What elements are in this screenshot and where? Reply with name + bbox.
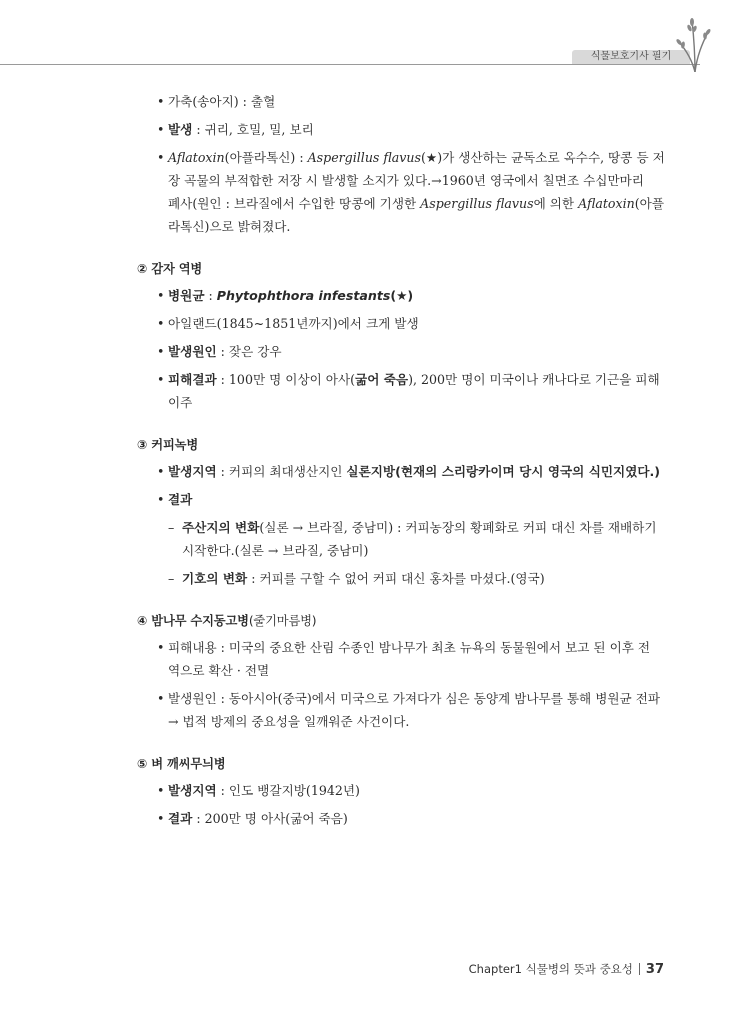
section-heading: ④ 밤나무 수지동고병(줄기마름병) — [137, 614, 317, 628]
sub-list-item: – 주산지의 변화(실론 → 브라질, 중남미) : 커피농장의 황폐화로 커피 대신 차를 재배하기 시작한다.(실론 → 브라질, 중남미) — [168, 520, 657, 558]
list-item: • 발생지역 : 인도 뱅갈지방(1942년) — [157, 783, 360, 798]
list-item: • 발생원인 : 동아시아(중국)에서 미국으로 가져다가 심은 동양계 밤나무를 통해 병원균 전파 → 법적 방제의 중요성을 일깨워준 사건이다. — [157, 691, 661, 729]
header-rule — [0, 64, 700, 65]
wheat-icon — [674, 14, 716, 72]
section-heading: ② 감자 역병 — [137, 262, 203, 276]
header-book-title: 식물보호기사 필기 — [572, 50, 690, 64]
list-item: • 발생 : 귀리, 호밀, 밀, 보리 — [157, 122, 314, 137]
list-item: • 발생원인 : 잦은 강우 — [157, 344, 282, 359]
list-item: • 병원균 : Phytophthora infestants(★) — [157, 288, 414, 303]
footer-divider — [639, 963, 640, 975]
list-item: • Aflatoxin(아플라톡신) : Aspergillus flavus(★)가 생산하는 균독소로 옥수수, 땅콩 등 저 장 곡물의 부적합한 저장 시 발생할 소지가 있다.→1960년 영국에서 칠면조 수십만마리 폐사(원인 : 브라질에서 수입한 땅콩에 기생한 Aspergillus flavus에 의한 Aflatoxin(아플 라톡신)으로 밝혀졌다. — [157, 150, 665, 234]
list-item: • 피해결과 : 100만 명 이상이 아사(굶어 죽음), 200만 명이 미국이나 캐나다로 기근을 피해 이주 — [157, 372, 660, 410]
page-content — [137, 88, 667, 835]
sub-list-item: – 기호의 변화 : 커피를 구할 수 없어 커피 대신 홍차를 마셨다.(영국) — [168, 571, 545, 586]
page-footer — [469, 961, 664, 977]
list-item: • 피해내용 : 미국의 중요한 산림 수종인 밤나무가 최초 뉴욕의 동물원에서 보고 된 이후 전 역으로 확산 · 전멸 — [157, 640, 651, 678]
list-item: • 아일랜드(1845~1851년까지)에서 크게 발생 — [157, 316, 419, 331]
list-item: • 가축(송아지) : 출혈 — [157, 94, 276, 109]
list-item: • 발생지역 : 커피의 최대생산지인 실론지방(현재의 스리랑카이며 당시 영국의 식민지였다.) — [157, 464, 661, 479]
list-item: • 결과 — [157, 492, 193, 507]
list-item: • 결과 : 200만 명 아사(굶어 죽음) — [157, 811, 348, 826]
section-heading: ⑤ 벼 깨씨무늬병 — [137, 757, 226, 771]
page-number: 37 — [645, 962, 664, 977]
chapter-title: Chapter1 식물병의 뜻과 중요성 — [468, 962, 633, 976]
section-heading: ③ 커피녹병 — [137, 438, 199, 452]
